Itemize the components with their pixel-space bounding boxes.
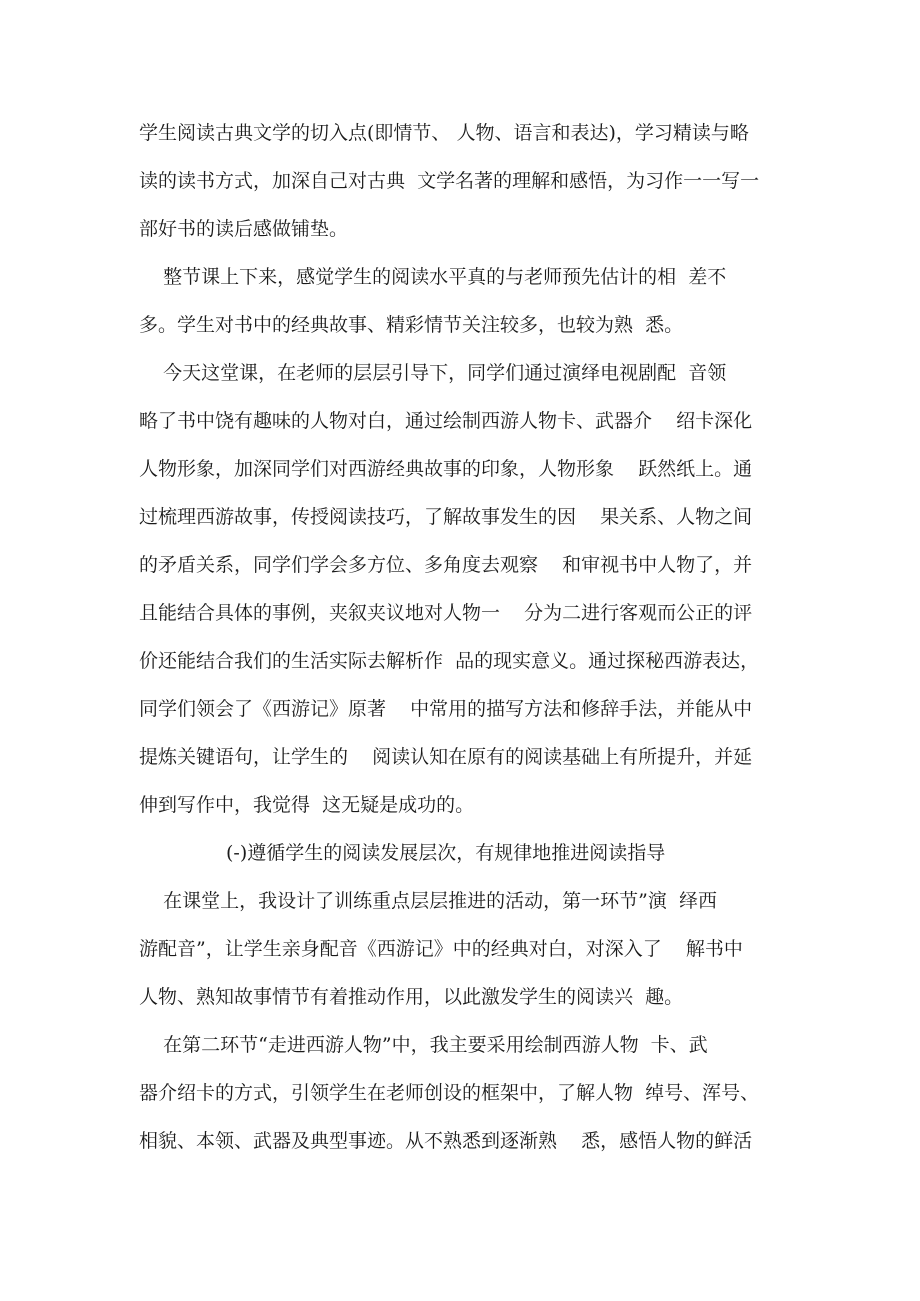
- text-line-6: 今天这堂课，在老师的层层引导下，同学们通过演绎电视剧配 音领: [139, 362, 727, 384]
- text-line-13: 同学们领会了《西游记》原著 中常用的描写方法和修辞手法，并能从中: [139, 698, 753, 720]
- section-heading: (-)遵循学生的阅读发展层次，有规律地推进阅读指导: [226, 842, 666, 864]
- text-line-18: 游配音”，让学生亲身配音《西游记》中的经典对白，对深入了 解书中: [139, 938, 743, 960]
- text-line-3: 部好书的读后感做铺垫。: [139, 218, 349, 240]
- text-line-21: 器介绍卡的方式，引领学生在老师创设的框架中，了解人物 绰号、浑号、: [139, 1082, 760, 1104]
- text-line-5: 多。学生对书中的经典故事、精彩情节关注较多，也较为熟 悉。: [139, 314, 684, 336]
- text-line-2: 读的读书方式，加深自己对古典 文学名著的理解和感悟，为习作一一写一: [139, 170, 760, 192]
- text-line-9: 过梳理西游故事，传授阅读技巧，了解故事发生的因 果关系、人物之间: [139, 506, 753, 528]
- text-line-11: 且能结合具体的事例，夹叙夹议地对人物一 分为二进行客观而公正的评: [139, 602, 753, 624]
- text-line-15: 伸到写作中，我觉得 这无疑是成功的。: [139, 794, 475, 816]
- text-line-22: 相貌、本领、武器及典型事迹。从不熟悉到逐渐熟 悉，感悟人物的鲜活: [139, 1130, 753, 1152]
- text-line-14: 提炼关键语句，让学生的 阅读认知在原有的阅读基础上有所提升，并延: [139, 746, 753, 768]
- text-line-17: 在课堂上，我设计了训练重点层层推进的活动，第一环节”演 绎西: [139, 890, 717, 912]
- text-line-8: 人物形象，加深同学们对西游经典故事的印象，人物形象 跃然纸上。通: [139, 458, 753, 480]
- text-line-4: 整节课上下来，感觉学生的阅读水平真的与老师预先估计的相 差不: [139, 266, 727, 288]
- text-line-12: 价还能结合我们的生活实际去解析作 品的现实意义。通过探秘西游表达，: [139, 650, 760, 672]
- text-line-1: 学生阅读古典文学的切入点(即情节、 人物、语言和表达)，学习精读与略: [139, 122, 749, 144]
- text-line-19: 人物、熟知故事情节有着推动作用，以此激发学生的阅读兴 趣。: [139, 986, 684, 1008]
- text-line-10: 的矛盾关系，同学们学会多方位、多角度去观察 和审视书中人物了，并: [139, 554, 753, 576]
- text-line-7: 略了书中饶有趣味的人物对白，通过绘制西游人物卡、武器介 绍卡深化: [139, 410, 753, 432]
- text-line-20: 在第二环节“走进西游人物”中，我主要采用绘制西游人物 卡、武: [139, 1034, 708, 1056]
